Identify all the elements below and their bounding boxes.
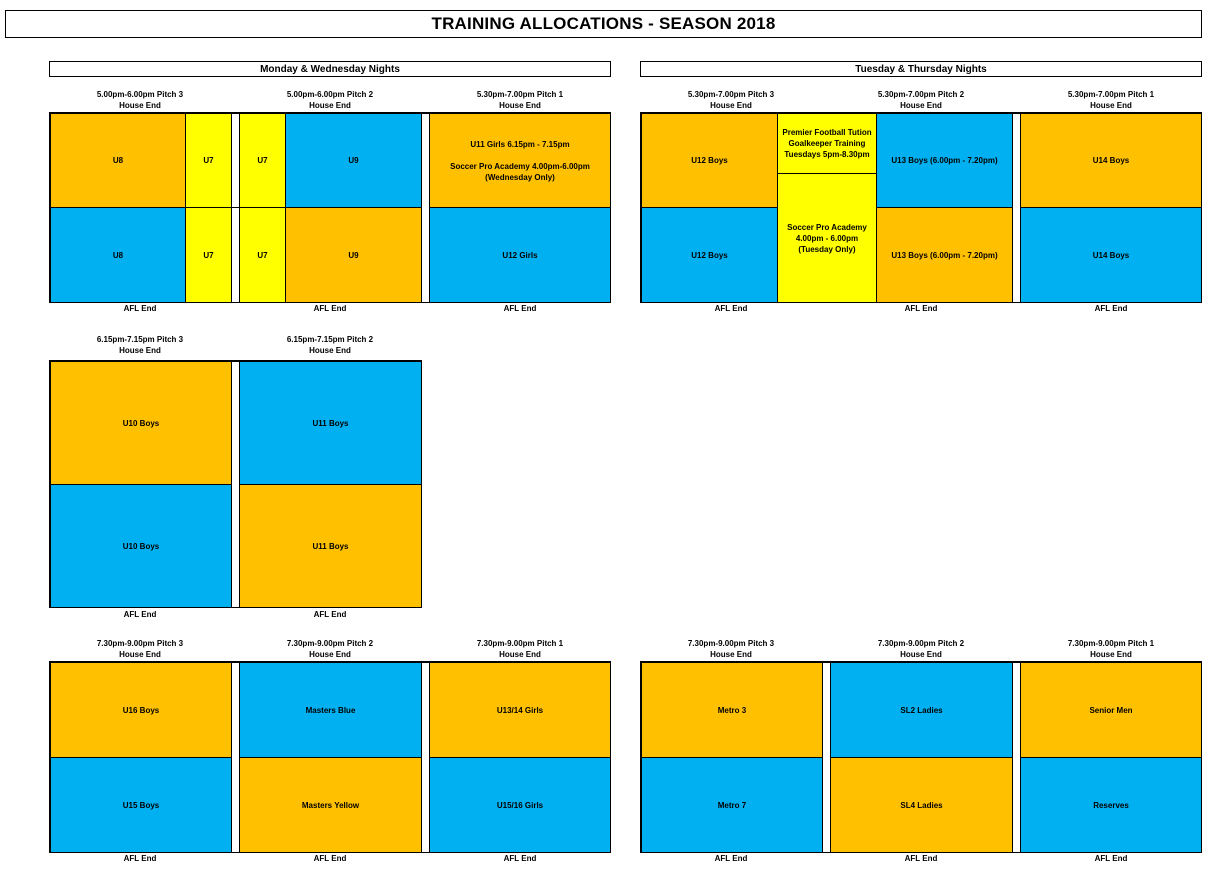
header-tt1-pitch3 [640,89,822,111]
pitch-block-tt-late [640,661,1202,853]
header-house-end: House End [710,101,752,110]
cell-u7-afl-b: U7 [239,207,286,303]
header-tt1-pitch1 [1020,89,1202,111]
header-time: 7.30pm-9.00pm Pitch 3 [96,639,184,648]
cell-u13-14-girls: U13/14 Girls [429,662,611,758]
header-time: 5.30pm-7.00pm Pitch 1 [1067,90,1155,99]
footer-afl-end: AFL End [714,854,748,863]
footer-afl-end: AFL End [313,304,347,313]
header-house-end: House End [119,346,161,355]
cell-u8-house: U8 [50,113,186,208]
cell-u11-boys-afl: U11 Boys [239,484,422,608]
cell-sl2-ladies: SL2 Ladies [830,662,1013,758]
cell-u10-boys-afl: U10 Boys [50,484,232,608]
cell-u13-boys-afl: U13 Boys (6.00pm - 7.20pm) [876,207,1013,303]
footer-afl-end: AFL End [313,610,347,619]
header-house-end: House End [309,346,351,355]
header-mw2-pitch2 [239,334,421,356]
footer-afl-end: AFL End [1094,854,1128,863]
footer-afl-end: AFL End [503,854,537,863]
cell-reserves: Reserves [1020,757,1202,853]
pitch-block-mw-mid [49,360,422,608]
cell-u9-house: U9 [285,113,422,208]
soccer-pro-academy-label: Soccer Pro Academy 4.00pm-6.00pm (Wednesday Only) [450,161,590,182]
header-time: 5.30pm-7.00pm Pitch 3 [687,90,775,99]
cell-senior-men: Senior Men [1020,662,1202,758]
u11-girls-label: U11 Girls 6.15pm - 7.15pm [470,139,570,149]
header-tt3-pitch2 [830,638,1012,660]
header-house-end: House End [900,650,942,659]
cell-u9-afl: U9 [285,207,422,303]
header-time: 7.30pm-9.00pm Pitch 3 [687,639,775,648]
cell-metro-3: Metro 3 [641,662,823,758]
section-mon-wed: Monday & Wednesday Nights [49,61,611,77]
cell-u7-house-a: U7 [185,113,232,208]
cell-masters-blue: Masters Blue [239,662,422,758]
footer-afl-end: AFL End [123,304,157,313]
cell-u12-girls: U12 Girls [429,207,611,303]
footer-afl-end: AFL End [904,854,938,863]
footer-afl-end: AFL End [123,854,157,863]
header-house-end: House End [119,101,161,110]
cell-u10-boys-house: U10 Boys [50,361,232,485]
cell-sl4-ladies: SL4 Ladies [830,757,1013,853]
header-time: 5.30pm-7.00pm Pitch 1 [476,90,564,99]
footer-afl-end: AFL End [1094,304,1128,313]
header-time: 7.30pm-9.00pm Pitch 1 [1067,639,1155,648]
footer-afl-end: AFL End [904,304,938,313]
pitch-block-mw-early [49,112,611,303]
header-house-end: House End [119,650,161,659]
header-time: 7.30pm-9.00pm Pitch 2 [877,639,965,648]
pitch-block-tt-early [640,112,1202,303]
cell-u14-boys-house: U14 Boys [1020,113,1202,208]
header-time: 5.00pm-6.00pm Pitch 2 [286,90,374,99]
header-tt3-pitch1 [1020,638,1202,660]
cell-metro-7: Metro 7 [641,757,823,853]
cell-u13-boys-house: U13 Boys (6.00pm - 7.20pm) [876,113,1013,208]
header-tt3-pitch3 [640,638,822,660]
header-time: 5.00pm-6.00pm Pitch 3 [96,90,184,99]
pitch-block-mw-late [49,661,611,853]
header-house-end: House End [499,101,541,110]
cell-u15-16-girls: U15/16 Girls [429,757,611,853]
footer-afl-end: AFL End [503,304,537,313]
header-time: 6.15pm-7.15pm Pitch 2 [286,335,374,344]
header-time: 6.15pm-7.15pm Pitch 3 [96,335,184,344]
header-house-end: House End [1090,101,1132,110]
header-mw1-pitch1 [429,89,611,111]
section-tue-thu: Tuesday & Thursday Nights [640,61,1202,77]
header-house-end: House End [499,650,541,659]
cell-pitch1-house [429,113,611,208]
cell-u12-boys-house: U12 Boys [641,113,778,208]
header-mw1-pitch3 [49,89,231,111]
footer-afl-end: AFL End [714,304,748,313]
cell-u11-boys-house: U11 Boys [239,361,422,485]
footer-afl-end: AFL End [123,610,157,619]
footer-afl-end: AFL End [313,854,347,863]
header-time: 7.30pm-9.00pm Pitch 1 [476,639,564,648]
cell-u16-boys: U16 Boys [50,662,232,758]
header-time: 5.30pm-7.00pm Pitch 2 [877,90,965,99]
header-mw3-pitch2 [239,638,421,660]
cell-u7-house-b: U7 [239,113,286,208]
page-title: TRAINING ALLOCATIONS - SEASON 2018 [5,10,1202,38]
cell-u15-boys: U15 Boys [50,757,232,853]
header-mw3-pitch3 [49,638,231,660]
header-house-end: House End [710,650,752,659]
cell-soccer-pro-academy-tue: Soccer Pro Academy 4.00pm - 6.00pm (Tuesday Only) [777,173,877,303]
cell-premier-football-tution: Premier Football Tution Goalkeeper Training Tuesdays 5pm-8.30pm [777,113,877,174]
header-house-end: House End [309,101,351,110]
header-house-end: House End [309,650,351,659]
header-time: 7.30pm-9.00pm Pitch 2 [286,639,374,648]
cell-masters-yellow: Masters Yellow [239,757,422,853]
header-house-end: House End [1090,650,1132,659]
header-mw1-pitch2 [239,89,421,111]
header-mw2-pitch3 [49,334,231,356]
header-tt1-pitch2 [830,89,1012,111]
cell-u8-afl: U8 [50,207,186,303]
header-mw3-pitch1 [429,638,611,660]
header-house-end: House End [900,101,942,110]
cell-u12-boys-afl: U12 Boys [641,207,778,303]
cell-u7-afl-a: U7 [185,207,232,303]
cell-u14-boys-afl: U14 Boys [1020,207,1202,303]
